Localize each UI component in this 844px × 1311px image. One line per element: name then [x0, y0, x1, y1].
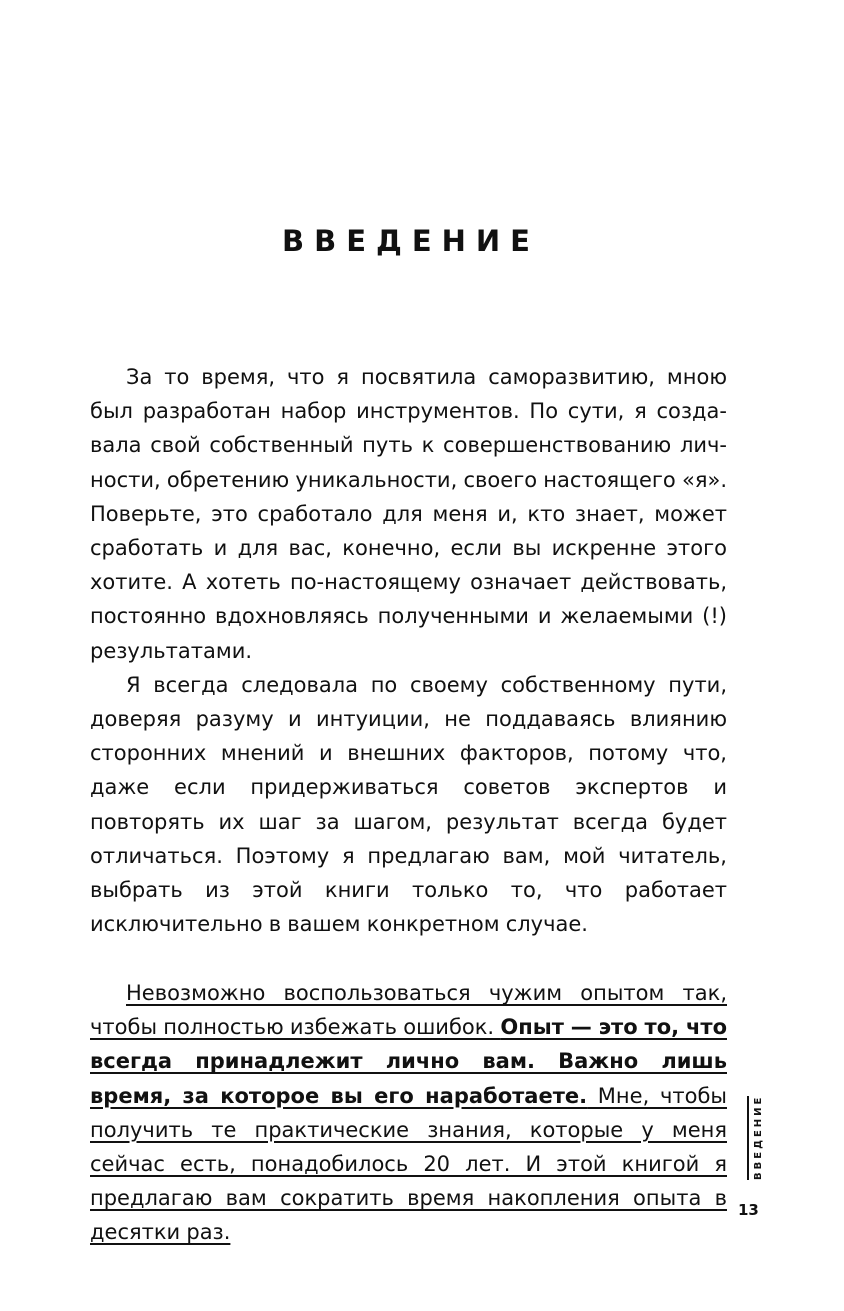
paragraph-2: Я всегда следовала по своему собственному пути, доверяя разуму и интуиции, не поддаваясь влиянию сторонних мнений и внешних факторов, потому что, даже если придерживаться советов экспертов и повторять их шаг за шагом, результат всегда будет отличаться. Поэтому я предлагаю вам, мой читатель, выбрать из этой книги только то, что работает исключительно в вашем конкретном случае. [90, 672, 727, 937]
paragraph-1: За то время, что я посвятила саморазвитию, мною был разработан набор инструментов. По сути, я создавала свой собственный путь к совершенствованию личности, обретению уникальности, своего настоящего «я». Поверьте, это сработало для меня и, кто знает, может сработать и для вас, конечно, если вы искренне этого хотите. А хотеть по-настоящему означает действовать, постоянно вдохновляясь полученными и желаемыми (!) результатами. [90, 365, 727, 663]
callout-bold: Опыт — это то, что всегда принадлежит лично вам. Важно лишь время, за которое вы его наработаете. [90, 1015, 727, 1108]
body-text [90, 360, 727, 941]
running-header-text: ВВЕДЕНИЕ [753, 1094, 764, 1180]
callout-intro: Невозможно воспользоваться чужим опытом так, чтобы полностью избежать ошибок. [90, 981, 727, 1040]
running-header-rule [747, 1096, 749, 1180]
running-header [747, 1096, 767, 1180]
chapter-title: ВВЕДЕНИЕ [281, 224, 540, 258]
callout-rest: Мне, чтобы получить те практические знания, которые у меня сейчас есть, понадобилось 20 лет. И этой книгой я предлагаю вам сократить время накопления опыта в десятки раз. [90, 1083, 727, 1245]
page-number: 13 [738, 1201, 759, 1219]
callout-quote [90, 976, 727, 1250]
